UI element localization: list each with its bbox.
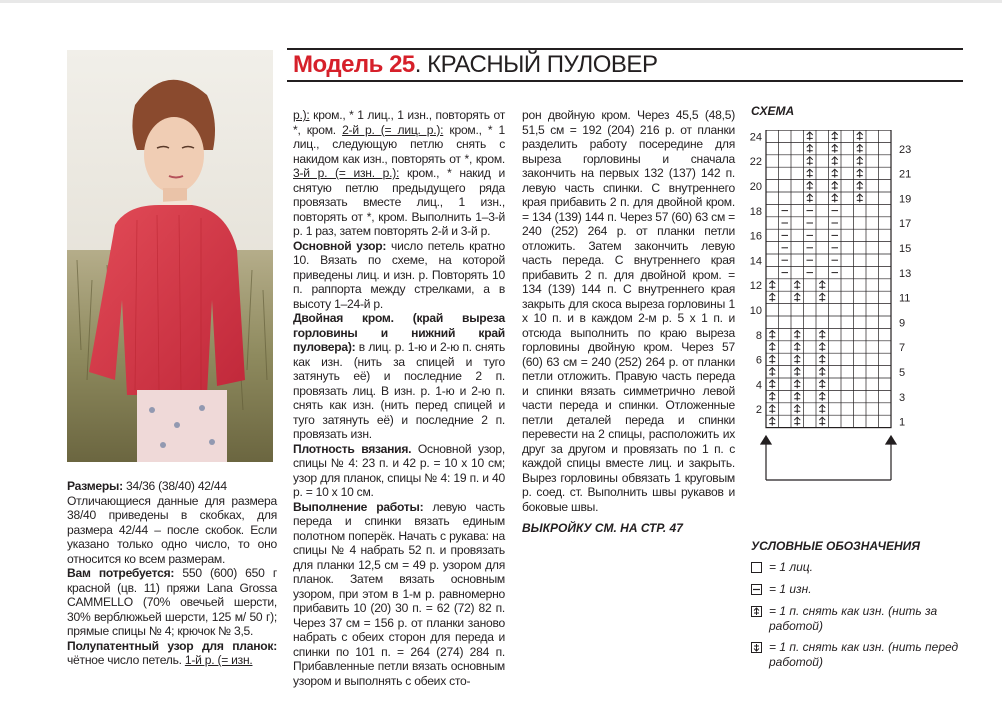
- semi-patent-paragraph: [67, 639, 277, 668]
- row-label-right: 23: [899, 143, 912, 156]
- row-label-left: 6: [755, 354, 762, 367]
- legend-label-slip-front: = 1 п. снять как изн. (нить перед работой): [769, 640, 959, 669]
- row-label-left: 14: [749, 255, 762, 268]
- legend-label-slip-behind: = 1 п. снять как изн. (нить за работой): [769, 604, 938, 633]
- row-label-right: 11: [899, 292, 911, 305]
- row1-text: кром., * 1 лиц., 1 изн., повторять от *, кром.: [293, 108, 505, 137]
- photo-model-red-pullover-icon: [67, 50, 273, 462]
- materials-paragraph: [67, 566, 277, 639]
- row-label-left: 8: [755, 329, 762, 342]
- schema-title: СХЕМА: [751, 104, 795, 118]
- density-paragraph: [293, 442, 505, 500]
- slip-yarn-behind-icon: [751, 606, 762, 617]
- model-number: Модель 25: [293, 51, 415, 78]
- main-pattern-value: число петель кратно 10. Вязать по схеме, на которой приведены лиц. и изн. р. Повторять 10 п. раппорта между стрелками, а в высоту 1–24-й р.: [293, 238, 505, 311]
- row-label-left: 10: [749, 305, 762, 317]
- row-label-left: 4: [755, 379, 762, 392]
- row-label-left: 22: [749, 156, 762, 169]
- row3-text: кром., * накид и снятую петлю предыдущего ряда провязать вместе лиц., 1 изн., повторять от *, кром. Выполнить 1–3-й р. 1 раз, затем повторять 2-й и 3-й р.: [293, 166, 505, 238]
- pattern-reference: ВЫКРОЙКУ СМ. НА СТР. 47: [522, 521, 683, 535]
- row-label-right: 9: [899, 317, 906, 330]
- materials-value: 550 (600) 650 г красной (цв. 11) пряжи Lana Grossa CAMMELLO (70% овечьей шерсти, 30% верблюжьей шерсти, 125 м/ 50 г); прямые спицы № 4; крючок № 3,5.: [67, 566, 277, 638]
- row-label-left: 2: [755, 404, 762, 417]
- work-value: левую часть переда и спинки вязать единым полотном поперёк. Начать с рукава: на спицы № 4 набрать 52 п. и провязать для планки 12,5 см = 49 р. узором для планок. Затем вязать основным узором, при этом в 1-м р. равномерно прибавить 10 (20) 30 п. = 62 (72) 82 п. Через 37 см = 156 р. от планки заново набрать с обеих сторон для переда и спинки по 101 п. = 264 (274) 284 п. Прибавленные петли вязать основным узором и выполнять с обеих сто-: [293, 499, 505, 688]
- semi-patent-rows: [293, 108, 505, 239]
- row-label-right: 19: [899, 193, 912, 206]
- work-continuation: рон двойную кром. Через 45,5 (48,5) 51,5 см = 192 (204) 216 р. от планки разделить работу посередине для выреза горловины и сначала закончить на первых 132 (137) 142 п. левую часть спинки. С внутреннего края прибавить 2 п. для двойной кром. = 134 (139) 144 п. Через 57 (60) 63 см = 240 (252) 264 р. от планки петли отложить. Затем закончить левую часть переда. С внутреннего края прибавить 2 п. для двойной кром. = 134 (139) 144 п. С внутреннего края закрыть для скоса выреза горловины 1 х 10 п. и в каждом 2-м р. 5 х 1 п. и отсюда выполнить по краю выреза горловины двойную кром. Через 57 (60) 63 см = 240 (252) 264 р. от планки петли отложить. Правую часть переда и спинки вязать симметрично левой части переда и спинки. Отложенные петли деталей переда и спинки перевести на 2 спицы, расположить их друг за другом и провязать по 1 п. с каждой спицы вместе лиц. и закрыть. Вырез горловины обвязать 1 круговым р. соед. ст. Выполнить швы рукавов и боковые швы.: [522, 108, 735, 514]
- knit-stitch-icon: [751, 562, 762, 573]
- row1-end: р.):: [293, 108, 310, 122]
- sizes-paragraph: [67, 479, 277, 494]
- main-pattern-label: Основной узор:: [293, 238, 387, 253]
- legend-label-purl: = 1 изн.: [769, 582, 812, 596]
- row-label-right: 13: [899, 267, 912, 280]
- double-edge-label: Двойная кром. (край выреза горловины и нижний край пуловера):: [293, 311, 505, 354]
- row-label-right: 17: [899, 218, 912, 231]
- row-label-right: 7: [899, 342, 906, 355]
- row-label-right: 15: [899, 243, 912, 255]
- row-label-right: 21: [899, 168, 912, 181]
- double-edge-paragraph: [293, 311, 505, 442]
- materials-label: Вам потребуется:: [67, 566, 175, 580]
- model-photo: [67, 50, 273, 462]
- row-label-left: 16: [749, 230, 762, 243]
- row2-label: 2-й р. (= лиц. р.):: [342, 122, 444, 137]
- semi-patent-value: чётное число петель.: [67, 653, 185, 667]
- title-bottom-rule: [287, 80, 963, 82]
- text-column-3: [522, 108, 735, 514]
- legend-label-knit: = 1 лиц.: [769, 560, 813, 574]
- sizes-note: Отличающиеся данные для размера 38/40 приведены в скобках, для размера 42/44 – после скобок. Если указано только одно число, то оно относится ко всем размерам.: [67, 493, 277, 566]
- row-label-right: 1: [899, 416, 906, 429]
- row-label-left: 20: [749, 181, 762, 193]
- work-label: Выполнение работы:: [293, 499, 424, 514]
- model-name: . КРАСНЫЙ ПУЛОВЕР: [414, 51, 658, 78]
- row-label-left: 24: [749, 131, 762, 144]
- row-label-left: 18: [749, 205, 762, 218]
- slip-yarn-front-icon: [751, 642, 762, 653]
- density-label: Плотность вязания.: [293, 441, 412, 456]
- knitting-chart: [740, 130, 940, 495]
- main-pattern-paragraph: [293, 239, 505, 312]
- sizes-label: Размеры:: [67, 479, 123, 493]
- row-label-left: 12: [749, 280, 762, 293]
- density-value: Основной узор, спицы № 4: 23 п. и 42 р. = 10 х 10 см; узор для планок, спицы № 4: 19 п. и 40 р. = 10 х 10 см.: [293, 441, 505, 499]
- row2-text: кром., * 1 лиц., следующую петлю снять с накидом как изн., повторять от *, кром.: [293, 122, 505, 166]
- work-paragraph: [293, 500, 505, 689]
- double-edge-value: в лиц. р. 1-ю и 2-ю п. снять как изн. (нить за спицей и туго затянуть её) и последние 2 п. провязать лиц. В изн. р. 1-ю и 2-ю п. снять как изн. (нить перед спицей и туго затянуть её) и последние 2 п. провязать изн.: [293, 340, 505, 441]
- repeat-arrows: [761, 436, 896, 480]
- semi-patent-label: Полупатентный узор для планок:: [67, 638, 277, 653]
- row3-label: 3-й р. (= изн. р.):: [293, 166, 400, 180]
- text-column-1: [67, 479, 277, 668]
- purl-stitch-icon: [751, 584, 762, 595]
- sizes-value: 34/36 (38/40) 42/44: [122, 479, 227, 493]
- top-border-line: [0, 0, 1002, 3]
- page-title: [293, 50, 657, 80]
- chart-grid: [766, 130, 891, 428]
- knitting-chart-svg: [740, 130, 940, 490]
- row-label-right: 3: [899, 391, 906, 404]
- text-column-2: [293, 108, 505, 688]
- semi-patent-row1: 1-й р. (= изн.: [184, 653, 253, 667]
- row-label-right: 5: [899, 367, 906, 379]
- legend-title: УСЛОВНЫЕ ОБОЗНАЧЕНИЯ: [751, 539, 921, 553]
